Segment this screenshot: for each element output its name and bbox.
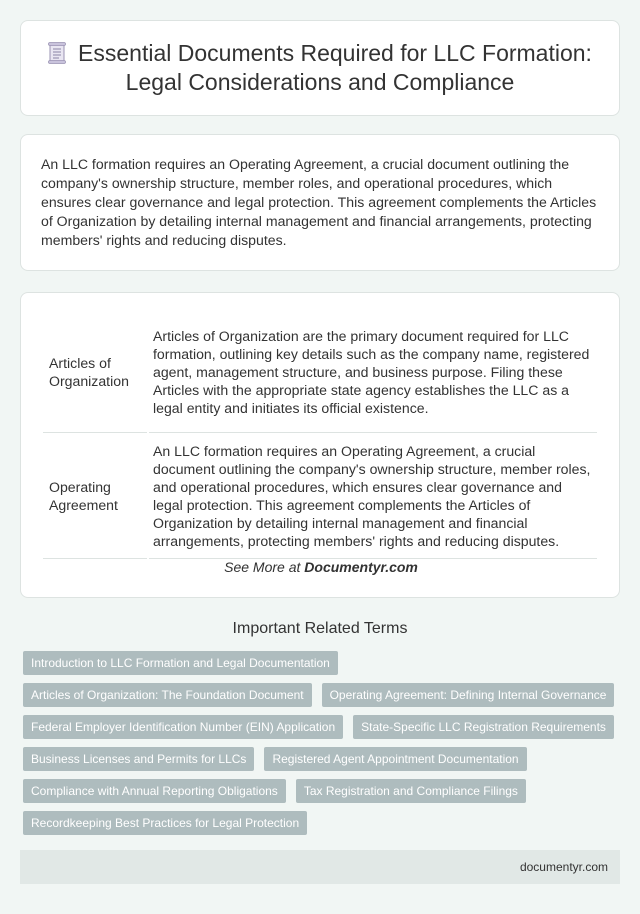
tag-row (23, 715, 623, 739)
related-term-tag[interactable]: Registered Agent Appointment Documentation (264, 747, 526, 771)
related-term-tag[interactable]: Introduction to LLC Formation and Legal Documentation (23, 651, 338, 675)
term-cell: Articles of Organization (43, 311, 147, 433)
intro-card (20, 134, 620, 271)
related-term-tag[interactable]: Articles of Organization: The Foundation Document (23, 683, 312, 707)
document-icon (48, 42, 66, 64)
description-cell: An LLC formation requires an Operating Agreement, a crucial document outlining the company's ownership structure, member roles, and operational procedures, which ensures clear governance and legal protection. This agreement complements the Articles of Organization by detailing internal management and financial arrangements, protecting members' rights and reducing disputes. (149, 433, 597, 559)
see-more-link[interactable] (21, 559, 621, 575)
title-card (20, 20, 620, 116)
see-more-prefix: See More at (224, 559, 305, 575)
footer-site-link[interactable]: documentyr.com (519, 860, 608, 874)
tag-row (23, 811, 623, 835)
page-title-text: Essential Documents Required for LLC Formation: Legal Considerations and Compliance (78, 40, 592, 95)
see-more-site: Documentyr.com (304, 559, 418, 575)
related-term-tag[interactable]: Recordkeeping Best Practices for Legal Protection (23, 811, 307, 835)
tag-row (23, 779, 623, 803)
related-term-tag[interactable]: Compliance with Annual Reporting Obligations (23, 779, 286, 803)
related-terms-heading: Important Related Terms (232, 620, 408, 637)
terms-table (41, 311, 599, 559)
related-term-tag[interactable]: State-Specific LLC Registration Requirements (353, 715, 614, 739)
related-term-tag[interactable]: Federal Employer Identification Number (EIN) Application (23, 715, 343, 739)
intro-text: An LLC formation requires an Operating Agreement, a crucial document outlining the company's ownership structure, member roles, and operational procedures, which ensures clear governance and legal protection. This agreement complements the Articles of Organization by detailing internal management and financial arrangements, protecting members' rights and reducing disputes. (41, 156, 597, 248)
page-title (40, 39, 600, 97)
tag-row (23, 747, 623, 771)
related-term-tag[interactable]: Operating Agreement: Defining Internal Governance (322, 683, 615, 707)
related-terms-tags (23, 651, 623, 843)
tag-row (23, 651, 623, 675)
terms-table-card (20, 292, 620, 598)
table-row (43, 311, 597, 433)
tag-row (23, 683, 623, 707)
footer (20, 850, 620, 884)
table-row (43, 433, 597, 559)
term-cell: Operating Agreement (43, 433, 147, 559)
related-term-tag[interactable]: Business Licenses and Permits for LLCs (23, 747, 254, 771)
description-cell: Articles of Organization are the primary document required for LLC formation, outlining key details such as the company name, registered agent, management structure, and business purpose. Filing these Articles with the appropriate state agency establishes the LLC as a legal entity and initiates its official existence. (149, 311, 597, 433)
related-term-tag[interactable]: Tax Registration and Compliance Filings (296, 779, 526, 803)
